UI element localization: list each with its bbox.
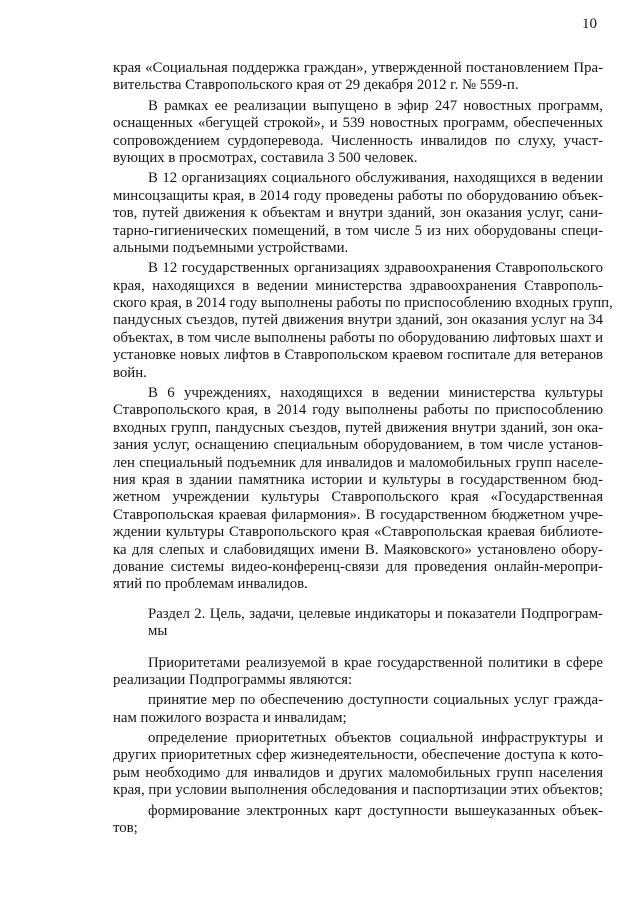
text-line: В рамках ее реализации выпущено в эфир 247 новостных программ,	[148, 97, 603, 114]
text-line: дование системы видео-конференц-связи для проведения онлайн-меропри-	[113, 558, 603, 575]
text-line: жетном учреждении культуры Ставропольского края «Государственная	[113, 489, 603, 506]
text-line: края, при условии выполнения обследования и паспортизации этих объектов;	[113, 782, 603, 799]
text-line: Ставропольская краевая филармония». В государственном бюджетном учре-	[113, 506, 603, 523]
text-line: ского края, в 2014 году выполнены работы по приспособлению входных групп,	[113, 295, 613, 312]
text-line: вующих в просмотрах, составила 3 500 человек.	[113, 149, 418, 166]
text-line: установке новых лифтов в Ставропольском краевом госпитале для ветеранов	[113, 347, 603, 364]
text-line: оснащенных «бегущей строкой», и 539 новостных программ, обеспеченных	[113, 115, 603, 132]
text-line: ка для слепых и слабовидящих имени В. Маяковского» установлено обору-	[113, 541, 603, 558]
text-line: нам пожилого возраста и инвалидам;	[113, 709, 347, 726]
text-line: Приоритетами реализуемой в крае государственной политики в сфере	[148, 654, 603, 671]
text-line: рым необходимо для инвалидов и других маломобильных групп населения	[113, 764, 603, 781]
text-line: других приоритетных сфер жизнедеятельности, обеспечение доступа к кото-	[113, 747, 603, 764]
text-line: войн.	[113, 364, 147, 381]
text-line: ния края в здании памятника истории и культуры в государственном бюд-	[113, 471, 603, 488]
text-line: сопровождением сурдоперевода. Численность инвалидов по слуху, участ-	[113, 132, 603, 149]
text-line: ждении культуры Ставропольского края «Ставропольская краевая библиоте-	[113, 524, 603, 541]
text-line: тов;	[113, 820, 138, 837]
text-line: альными подъемными устройствами.	[113, 239, 349, 256]
text-line: определение приоритетных объектов социальной инфраструктуры и	[148, 730, 603, 747]
text-line: формирование электронных карт доступности вышеуказанных объек-	[148, 802, 603, 819]
text-line: Ставропольского края, в 2014 году выполнены работы по приспособлению	[113, 402, 603, 419]
text-line: вительства Ставропольского края от 29 декабря 2012 г. № 559-п.	[113, 77, 519, 94]
text-line: Раздел 2. Цель, задачи, целевые индикаторы и показатели Подпрограм-	[148, 605, 603, 622]
text-line: В 6 учреждениях, находящихся в ведении министерства культуры	[148, 385, 603, 402]
text-line: пандусных съездов, путей движения внутри зданий, зон оказания услуг на 34	[113, 312, 603, 329]
text-line: ятий по проблемам инвалидов.	[113, 576, 308, 593]
text-line: тарно-гигиенических помещений, в том числе 5 из них оборудованы специ-	[113, 222, 603, 239]
text-line: входных групп, пандусных съездов, путей движения внутри зданий, зон ока-	[113, 419, 603, 436]
text-line: В 12 государственных организациях здравоохранения Ставропольского	[148, 260, 603, 277]
page-number: 10	[582, 16, 597, 32]
text-line: В 12 организациях социального обслуживания, находящихся в ведении	[148, 170, 603, 187]
document-body	[113, 60, 613, 837]
text-line: реализации Подпрограммы являются:	[113, 671, 353, 688]
text-line: края, находящихся в ведении министерства здравоохранения Ставрополь-	[113, 277, 603, 294]
text-line: лен специальный подъемник для инвалидов и маломобильных групп населе-	[113, 454, 603, 471]
text-line: минсоцзащиты края, в 2014 году проведены работы по оборудованию объек-	[113, 187, 603, 204]
text-line: объектах, в том числе выполнены работы по оборудованию лифтовых шахт и	[113, 329, 603, 346]
text-line: принятие мер по обеспечению доступности социальных услуг гражда-	[148, 692, 603, 709]
text-line: мы	[148, 623, 168, 640]
text-line: тов, путей движения к объектам и внутри зданий, зон оказания услуг, сани-	[113, 205, 603, 222]
text-line: края «Социальная поддержка граждан», утвержденной постановлением Пра-	[113, 60, 603, 76]
text-line: зания услуг, оснащению специальным оборудованием, в том числе установ-	[113, 437, 603, 454]
